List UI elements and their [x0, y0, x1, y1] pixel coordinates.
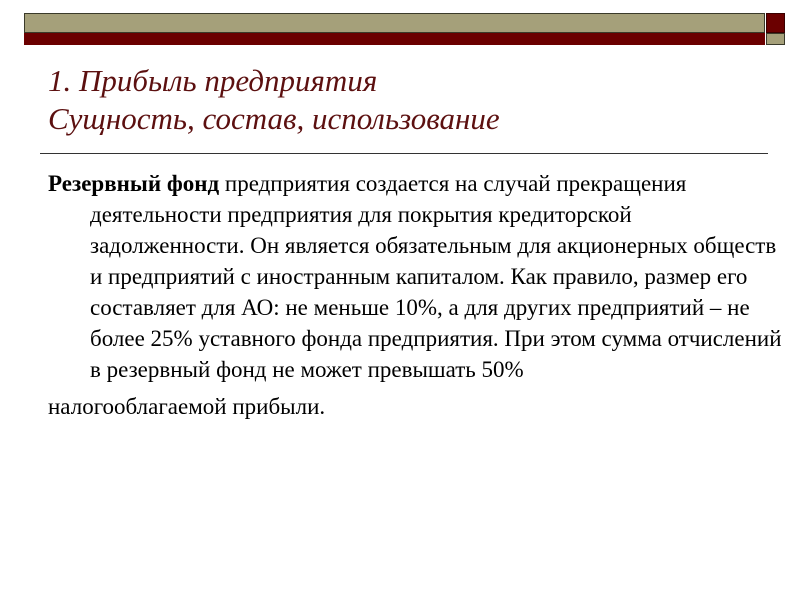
header-bar-olive — [24, 13, 765, 33]
body-paragraph — [48, 168, 790, 422]
body-term: Резервный фонд — [48, 171, 220, 196]
title-line-2: Сущность, состав, использование — [48, 101, 500, 136]
body-text-main: предприятия создается на случай прекращения деятельности предприятия для покрытия кредиторской задолженности. Он является обязательным для акционерных обществ и предприятий с иностранным капиталом. Как правило, размер его составляет для АО: не меньше 10%, а для других предприятий – не более 25% уставного фонда предприятия. При этом сумма отчислений в резервный фонд не может превышать 50% — [90, 171, 782, 382]
corner-square-olive — [766, 33, 785, 45]
body-text-last: налогооблагаемой прибыли. — [48, 394, 326, 419]
corner-square-maroon — [766, 13, 785, 33]
title-divider — [40, 153, 768, 154]
slide-title — [48, 62, 748, 138]
title-line-1: 1. Прибыль предприятия — [48, 63, 378, 98]
header-bar-maroon — [24, 33, 765, 45]
